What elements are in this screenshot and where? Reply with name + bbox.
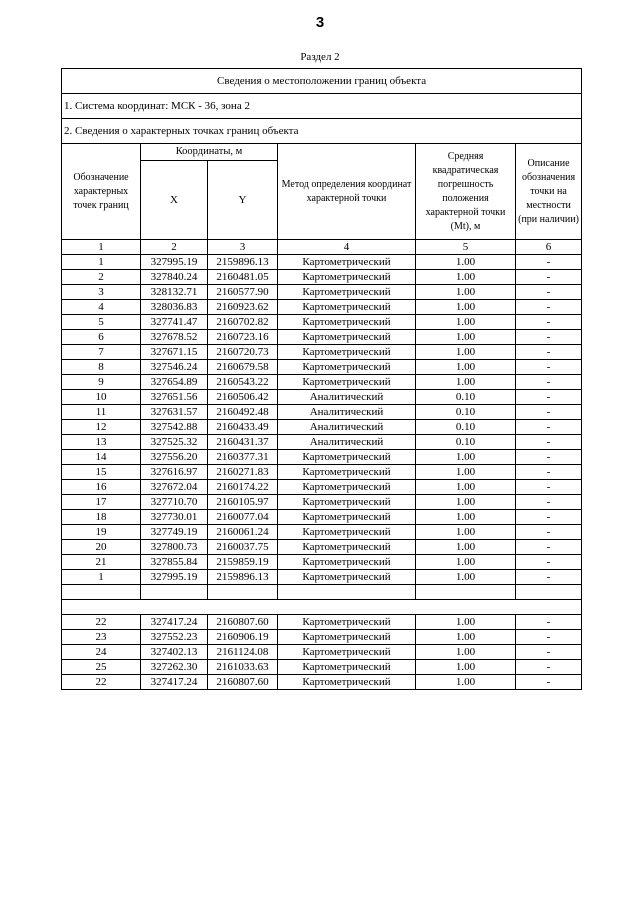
column-number: 3 (208, 240, 278, 255)
coord-x: 328036.83 (141, 300, 208, 315)
accuracy: 1.00 (416, 255, 516, 270)
coord-x: 327840.24 (141, 270, 208, 285)
method: Картометрический (278, 300, 416, 315)
description: - (516, 480, 582, 495)
coord-x: 327654.89 (141, 375, 208, 390)
column-number: 5 (416, 240, 516, 255)
coord-x: 327995.19 (141, 255, 208, 270)
coord-y: 2161124.08 (208, 645, 278, 660)
coord-y: 2160037.75 (208, 540, 278, 555)
description: - (516, 450, 582, 465)
point-number: 11 (62, 405, 141, 420)
coord-y: 2160577.90 (208, 285, 278, 300)
method: Картометрический (278, 270, 416, 285)
coord-x: 327616.97 (141, 465, 208, 480)
method: Картометрический (278, 465, 416, 480)
table-row (62, 435, 582, 450)
point-number: 4 (62, 300, 141, 315)
coord-y: 2160807.60 (208, 615, 278, 630)
coord-x: 327262.30 (141, 660, 208, 675)
description: - (516, 330, 582, 345)
point-number: 16 (62, 480, 141, 495)
table-row (62, 630, 582, 645)
table-row (62, 660, 582, 675)
table-row (62, 255, 582, 270)
description: - (516, 255, 582, 270)
page-number: 3 (315, 14, 325, 31)
method: Картометрический (278, 375, 416, 390)
separator-row (62, 600, 582, 615)
coord-y: 2160481.05 (208, 270, 278, 285)
method: Картометрический (278, 660, 416, 675)
points-group-2 (62, 615, 582, 690)
method: Картометрический (278, 630, 416, 645)
description: - (516, 615, 582, 630)
coord-x: 327552.23 (141, 630, 208, 645)
table-row (62, 540, 582, 555)
coord-y: 2160923.62 (208, 300, 278, 315)
point-number: 12 (62, 420, 141, 435)
method: Картометрический (278, 285, 416, 300)
table-row (62, 510, 582, 525)
method: Аналитический (278, 405, 416, 420)
coord-x: 327710.70 (141, 495, 208, 510)
table-row (62, 285, 582, 300)
description: - (516, 435, 582, 450)
description: - (516, 645, 582, 660)
coord-system: 1. Система координат: МСК - 36, зона 2 (62, 94, 582, 119)
point-number: 23 (62, 630, 141, 645)
coord-x: 327678.52 (141, 330, 208, 345)
accuracy: 1.00 (416, 660, 516, 675)
accuracy: 0.10 (416, 435, 516, 450)
point-number: 25 (62, 660, 141, 675)
point-number: 1 (62, 255, 141, 270)
coord-x: 327546.24 (141, 360, 208, 375)
table-row (62, 525, 582, 540)
point-number: 10 (62, 390, 141, 405)
accuracy: 1.00 (416, 465, 516, 480)
table-row (62, 390, 582, 405)
coord-y: 2160543.22 (208, 375, 278, 390)
table-row (62, 300, 582, 315)
description: - (516, 285, 582, 300)
method: Аналитический (278, 390, 416, 405)
table-row (62, 450, 582, 465)
method: Картометрический (278, 525, 416, 540)
description: - (516, 525, 582, 540)
accuracy: 1.00 (416, 285, 516, 300)
header-x: X (141, 161, 208, 240)
description: - (516, 495, 582, 510)
description: - (516, 345, 582, 360)
accuracy: 0.10 (416, 405, 516, 420)
accuracy: 1.00 (416, 480, 516, 495)
coord-x: 327749.19 (141, 525, 208, 540)
coord-y: 2161033.63 (208, 660, 278, 675)
coord-y: 2159896.13 (208, 255, 278, 270)
method: Картометрический (278, 510, 416, 525)
description: - (516, 270, 582, 285)
coord-y: 2159859.19 (208, 555, 278, 570)
description: - (516, 510, 582, 525)
description: - (516, 630, 582, 645)
coord-y: 2159896.13 (208, 570, 278, 585)
point-number: 20 (62, 540, 141, 555)
method: Аналитический (278, 435, 416, 450)
point-number: 9 (62, 375, 141, 390)
accuracy: 0.10 (416, 390, 516, 405)
section-title: Раздел 2 (300, 51, 340, 63)
method: Картометрический (278, 540, 416, 555)
coord-y: 2160433.49 (208, 420, 278, 435)
description: - (516, 360, 582, 375)
method: Картометрический (278, 345, 416, 360)
accuracy: 1.00 (416, 525, 516, 540)
accuracy: 1.00 (416, 450, 516, 465)
header-accuracy: Средняя квадратическая погрешность положения характерной точки (Mt), м (416, 144, 516, 240)
description: - (516, 555, 582, 570)
description: - (516, 660, 582, 675)
coord-x: 327525.32 (141, 435, 208, 450)
description: - (516, 570, 582, 585)
point-number: 19 (62, 525, 141, 540)
point-number: 21 (62, 555, 141, 570)
header-description: Описание обозначения точки на местности (при наличии) (516, 144, 582, 240)
coord-y: 2160492.48 (208, 405, 278, 420)
accuracy: 1.00 (416, 315, 516, 330)
point-number: 15 (62, 465, 141, 480)
coord-y: 2160679.58 (208, 360, 278, 375)
method: Картометрический (278, 675, 416, 690)
table-row (62, 345, 582, 360)
method: Аналитический (278, 420, 416, 435)
accuracy: 1.00 (416, 540, 516, 555)
point-number: 22 (62, 675, 141, 690)
header-method: Метод определения координат характерной точки (278, 144, 416, 240)
accuracy: 1.00 (416, 345, 516, 360)
coord-x: 327671.15 (141, 345, 208, 360)
table-row (62, 555, 582, 570)
point-number: 3 (62, 285, 141, 300)
accuracy: 1.00 (416, 270, 516, 285)
point-number: 6 (62, 330, 141, 345)
table-row (62, 570, 582, 585)
coord-y: 2160174.22 (208, 480, 278, 495)
description: - (516, 315, 582, 330)
coord-x: 327542.88 (141, 420, 208, 435)
point-number: 14 (62, 450, 141, 465)
coord-y: 2160807.60 (208, 675, 278, 690)
coord-y: 2160105.97 (208, 495, 278, 510)
points-title: 2. Сведения о характерных точках границ объекта (62, 119, 582, 144)
point-number: 24 (62, 645, 141, 660)
accuracy: 1.00 (416, 630, 516, 645)
table-row (62, 360, 582, 375)
table-row (62, 495, 582, 510)
description: - (516, 675, 582, 690)
table-row (62, 675, 582, 690)
coord-x: 327417.24 (141, 675, 208, 690)
point-number: 7 (62, 345, 141, 360)
table-row (62, 480, 582, 495)
description: - (516, 300, 582, 315)
table-row (62, 420, 582, 435)
boundary-points-table (61, 68, 582, 690)
method: Картометрический (278, 255, 416, 270)
points-group-1 (62, 255, 582, 585)
accuracy: 1.00 (416, 510, 516, 525)
table-row (62, 645, 582, 660)
table-row (62, 270, 582, 285)
point-number: 17 (62, 495, 141, 510)
point-number: 18 (62, 510, 141, 525)
accuracy: 1.00 (416, 675, 516, 690)
table-row (62, 330, 582, 345)
accuracy: 0.10 (416, 420, 516, 435)
description: - (516, 540, 582, 555)
table-row (62, 615, 582, 630)
column-number: 2 (141, 240, 208, 255)
table-row (62, 315, 582, 330)
coord-x: 327556.20 (141, 450, 208, 465)
coord-y: 2160702.82 (208, 315, 278, 330)
column-number: 4 (278, 240, 416, 255)
method: Картометрический (278, 555, 416, 570)
coord-x: 327402.13 (141, 645, 208, 660)
coord-x: 327417.24 (141, 615, 208, 630)
method: Картометрический (278, 495, 416, 510)
column-number: 6 (516, 240, 582, 255)
coord-x: 328132.71 (141, 285, 208, 300)
coord-x: 327672.04 (141, 480, 208, 495)
method: Картометрический (278, 480, 416, 495)
accuracy: 1.00 (416, 330, 516, 345)
coord-x: 327741.47 (141, 315, 208, 330)
coord-x: 327730.01 (141, 510, 208, 525)
description: - (516, 405, 582, 420)
accuracy: 1.00 (416, 360, 516, 375)
table-row (62, 405, 582, 420)
method: Картометрический (278, 330, 416, 345)
method: Картометрический (278, 615, 416, 630)
point-number: 2 (62, 270, 141, 285)
method: Картометрический (278, 570, 416, 585)
method: Картометрический (278, 360, 416, 375)
accuracy: 1.00 (416, 615, 516, 630)
header-designation: Обозначение характерных точек границ (62, 144, 141, 240)
point-number: 22 (62, 615, 141, 630)
point-number: 1 (62, 570, 141, 585)
method: Картометрический (278, 315, 416, 330)
method: Картометрический (278, 450, 416, 465)
column-number: 1 (62, 240, 141, 255)
header-y: Y (208, 161, 278, 240)
coord-x: 327995.19 (141, 570, 208, 585)
method: Картометрический (278, 645, 416, 660)
coord-y: 2160506.42 (208, 390, 278, 405)
accuracy: 1.00 (416, 645, 516, 660)
description: - (516, 390, 582, 405)
point-number: 5 (62, 315, 141, 330)
accuracy: 1.00 (416, 570, 516, 585)
description: - (516, 375, 582, 390)
coord-y: 2160906.19 (208, 630, 278, 645)
accuracy: 1.00 (416, 495, 516, 510)
accuracy: 1.00 (416, 375, 516, 390)
coord-x: 327631.57 (141, 405, 208, 420)
table-row (62, 375, 582, 390)
header-coordinates: Координаты, м (141, 144, 278, 161)
description: - (516, 465, 582, 480)
table-title: Сведения о местоположении границ объекта (62, 69, 582, 94)
coord-y: 2160377.31 (208, 450, 278, 465)
coord-y: 2160431.37 (208, 435, 278, 450)
accuracy: 1.00 (416, 555, 516, 570)
coord-y: 2160723.16 (208, 330, 278, 345)
coord-y: 2160720.73 (208, 345, 278, 360)
separator-row (62, 585, 582, 600)
accuracy: 1.00 (416, 300, 516, 315)
table-row (62, 465, 582, 480)
coord-y: 2160061.24 (208, 525, 278, 540)
coord-x: 327855.84 (141, 555, 208, 570)
point-number: 8 (62, 360, 141, 375)
point-number: 13 (62, 435, 141, 450)
coord-y: 2160271.83 (208, 465, 278, 480)
coord-x: 327800.73 (141, 540, 208, 555)
coord-y: 2160077.04 (208, 510, 278, 525)
coord-x: 327651.56 (141, 390, 208, 405)
description: - (516, 420, 582, 435)
